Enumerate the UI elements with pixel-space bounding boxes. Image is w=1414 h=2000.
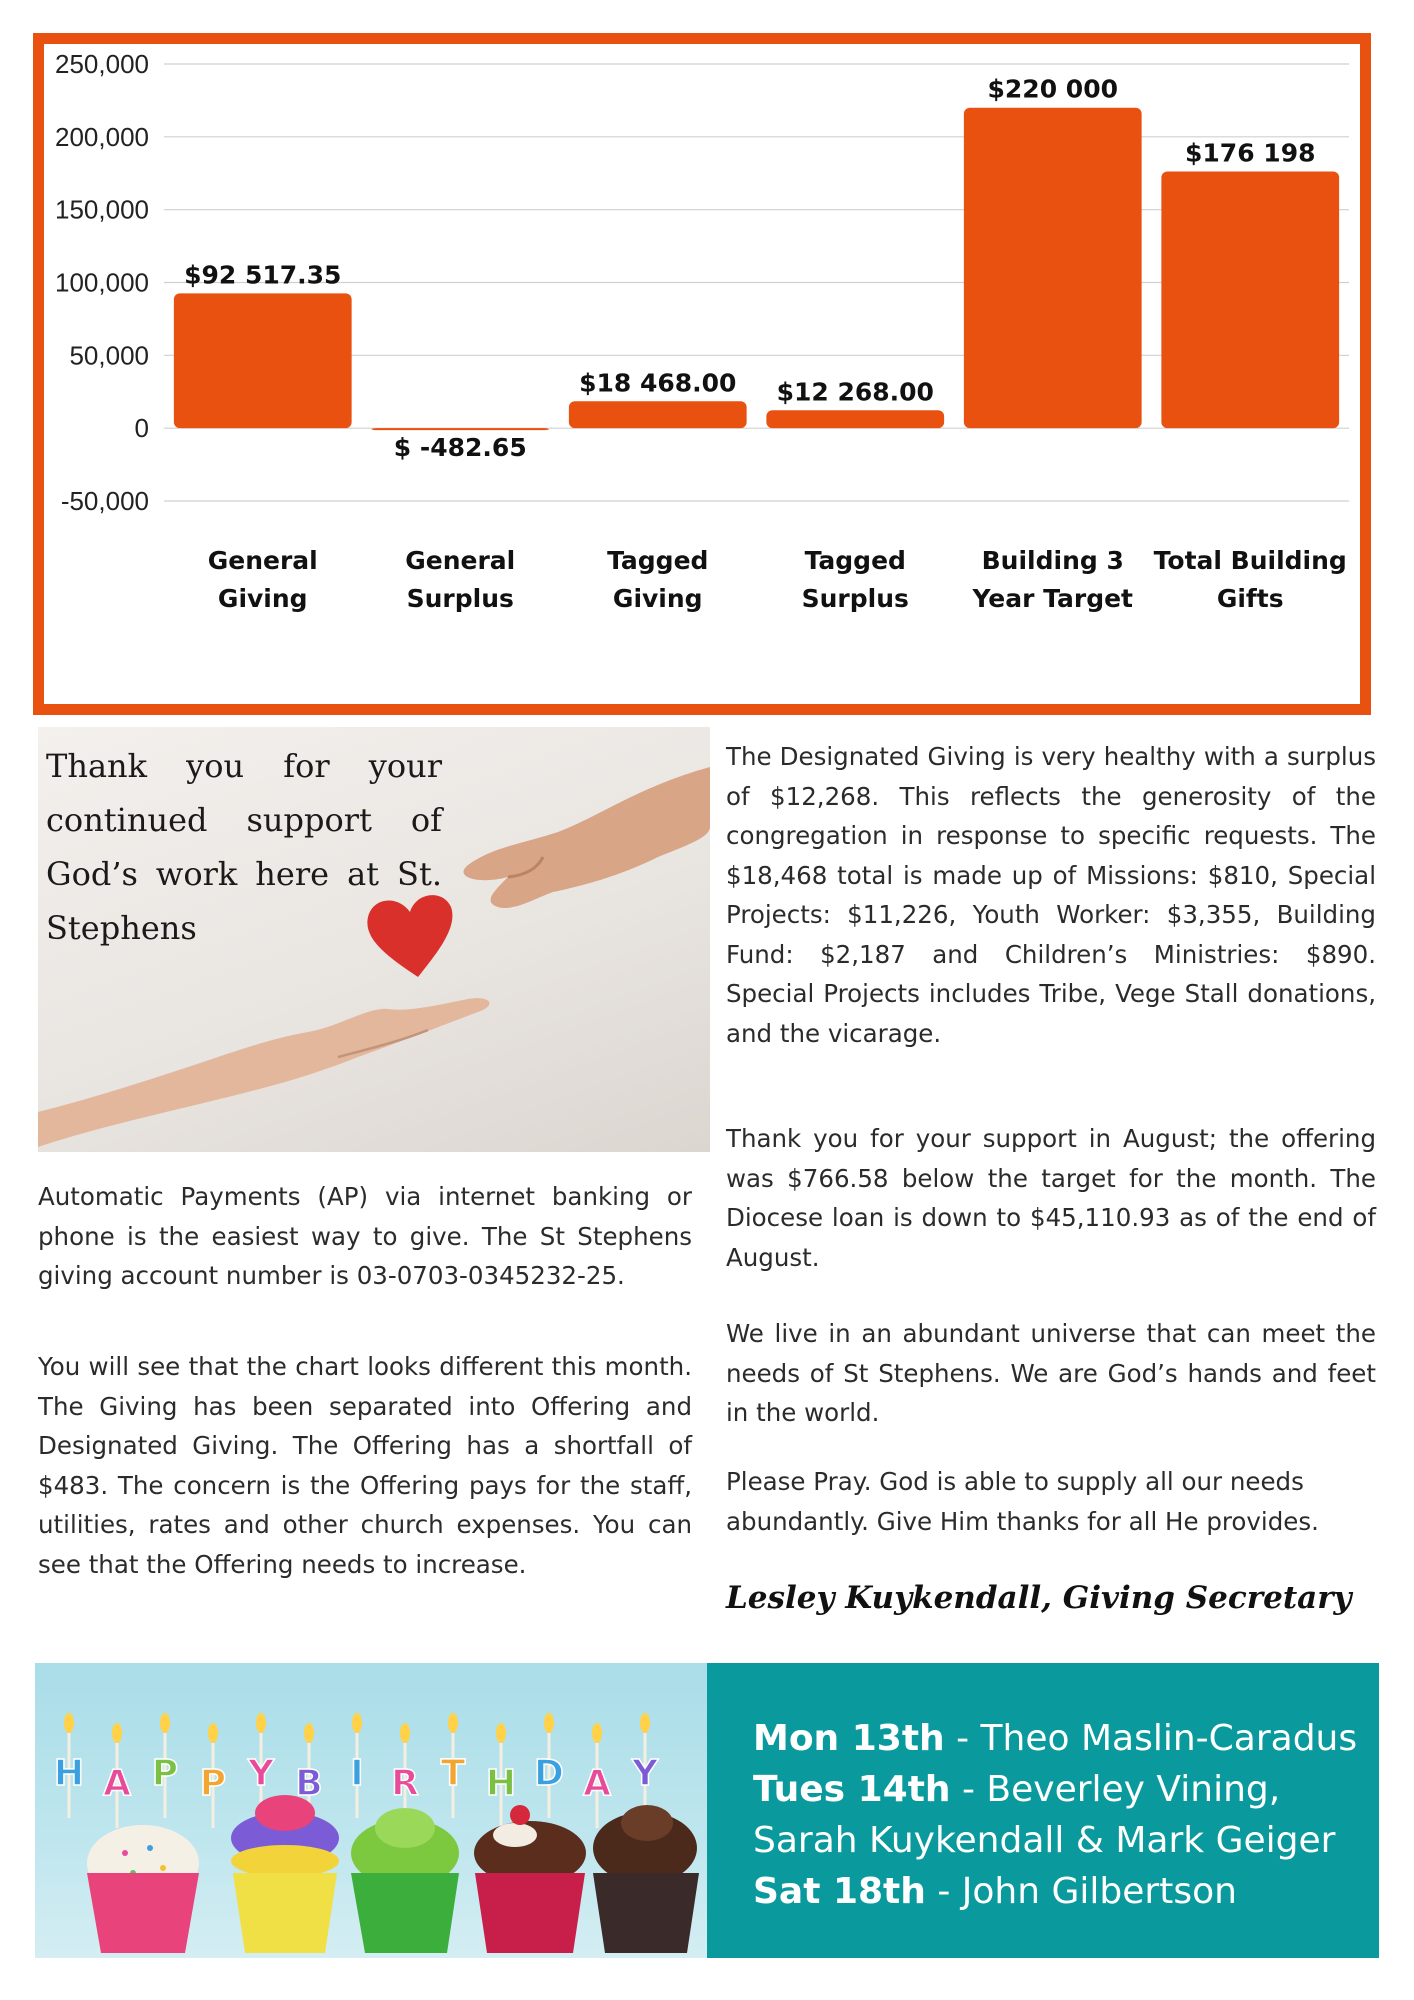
candle-letter: I [350,1753,364,1794]
category-label: General [405,546,516,575]
flame-icon [544,1713,554,1733]
automatic-payments-paragraph: Automatic Payments (AP) via internet banking or phone is the easiest way to give. The St Stephens giving account number is 03-0703-0345232-25. [38,1182,692,1290]
flame-icon [352,1713,362,1733]
y-tick-label: 150,000 [55,194,149,225]
candle-letter: T [440,1753,466,1794]
candle-letter: A [583,1763,611,1804]
candle-letter: H [485,1763,517,1804]
bar [964,108,1142,428]
cupcake-icon [474,1805,586,1953]
birthday-date: Tues 14th [753,1769,951,1810]
cupcake-icon [87,1825,199,1953]
chart-change-paragraph: You will see that the chart looks different this month. The Giving has been separated into Offering and Designated Giving. The Offering has a shortfall of $483. The concern is the Offering pays for the staff, utilities, rates and other church expenses. You can see that the Offering needs to increase. [38,1352,692,1579]
birthday-entry [753,1866,1379,1917]
bar-value-label: $220 000 [987,74,1118,104]
candle-letter: B [295,1763,323,1804]
bar [371,428,549,430]
cupcake-icon [351,1808,459,1953]
category-label: Total Building [1153,546,1347,575]
thank-you-message: Thank you for your continued support of God’s work here at St. Stephens [46,747,442,947]
flame-icon [256,1713,266,1733]
bar [766,410,944,428]
category-label: Gifts [1216,584,1284,613]
please-pray-paragraph: Please Pray. God is able to supply all our needs abundantly. Give Him thanks for all He provides. [726,1467,1319,1536]
candle-letter: Y [247,1753,275,1794]
giving-bar-chart [44,44,1360,704]
candle-letter: H [53,1753,85,1794]
candle-letter: Y [631,1753,659,1794]
cupcake-icon [593,1805,699,1953]
giving-chart [33,33,1371,715]
y-tick-label: 100,000 [55,267,149,298]
abundant-universe-paragraph: We live in an abundant universe that can meet the needs of St Stephens. We are God’s hands and feet in the world. [726,1319,1376,1427]
x-axis [208,546,1347,613]
bar-value-label: $ -482.65 [393,433,527,463]
category-label: Tagged [804,546,906,575]
bar [174,293,352,428]
cupcakes-illustration [35,1663,707,1958]
flame-icon [64,1713,74,1733]
y-axis [55,49,149,516]
birthday-date: Mon 13th [753,1718,945,1759]
candle-letter: P [151,1753,179,1794]
candle-letter: A [103,1763,131,1804]
birthday-entry-continued: Sarah Kuykendall & Mark Geiger [753,1820,1336,1861]
candle-letter: P [199,1763,227,1804]
y-tick-label: -50,000 [60,486,149,516]
y-tick-label: 0 [134,413,149,444]
birthday-entry [753,1713,1379,1764]
cupcake-icon [231,1795,339,1953]
flame-icon [496,1723,506,1743]
signature: Lesley Kuykendall, Giving Secretary [726,1580,1352,1616]
bar-value-label: $92 517.35 [184,260,342,290]
candle-letter: R [391,1763,419,1804]
bars [174,108,1339,430]
candle-letter: D [534,1753,564,1794]
flame-icon [208,1723,218,1743]
category-label: Building 3 [981,546,1124,575]
category-label: Giving [217,584,308,613]
birthday-names: - John Gilbertson [925,1871,1237,1912]
category-label: Giving [612,584,703,613]
birthday-names: - Beverley Vining, [950,1769,1281,1810]
category-label: Surplus [406,584,514,613]
birthday-cupcakes-photo [35,1663,707,1958]
flame-icon [112,1723,122,1743]
category-label: General [207,546,318,575]
birthday-entry [753,1764,1379,1815]
bar-value-label: $176 198 [1185,138,1316,168]
y-tick-label: 50,000 [69,340,149,371]
cupcakes [87,1795,699,1953]
flame-icon [448,1713,458,1733]
birthday-list [707,1663,1379,1958]
birthday-date: Sat 18th [753,1871,926,1912]
category-label: Tagged [607,546,709,575]
flame-icon [592,1723,602,1743]
flame-icon [640,1713,650,1733]
happy-birthday-candles [54,1713,659,1828]
bar [1161,172,1339,429]
flame-icon [160,1713,170,1733]
data-labels [184,75,1315,462]
flame-icon [400,1723,410,1743]
y-tick-label: 200,000 [55,121,149,152]
august-offering-paragraph: Thank you for your support in August; the offering was $766.58 below the target for the month. The Diocese loan is down to $45,110.93 as of the end of August. [726,1124,1376,1272]
giving-hands-photo [38,727,710,1152]
birthday-names: - Theo Maslin-Caradus [944,1718,1358,1759]
y-tick-label: 250,000 [55,49,149,79]
bar-value-label: $12 268.00 [776,377,934,407]
bar-value-label: $18 468.00 [579,368,737,398]
category-label: Surplus [801,584,909,613]
bar [569,401,747,428]
designated-giving-paragraph: The Designated Giving is very healthy with a surplus of $12,268. This reflects the generosity of the congregation in response to specific requests. The $18,468 total is made up of Missions: $810, Special Projects: $11,226, Youth Worker: $3,355, Building Fund: $2,187 and Children’s Ministries: $890. Special Projects includes Tribe, Vege Stall donations, and the vicarage. [726,742,1376,1048]
category-label: Year Target [972,584,1133,613]
flame-icon [304,1723,314,1743]
